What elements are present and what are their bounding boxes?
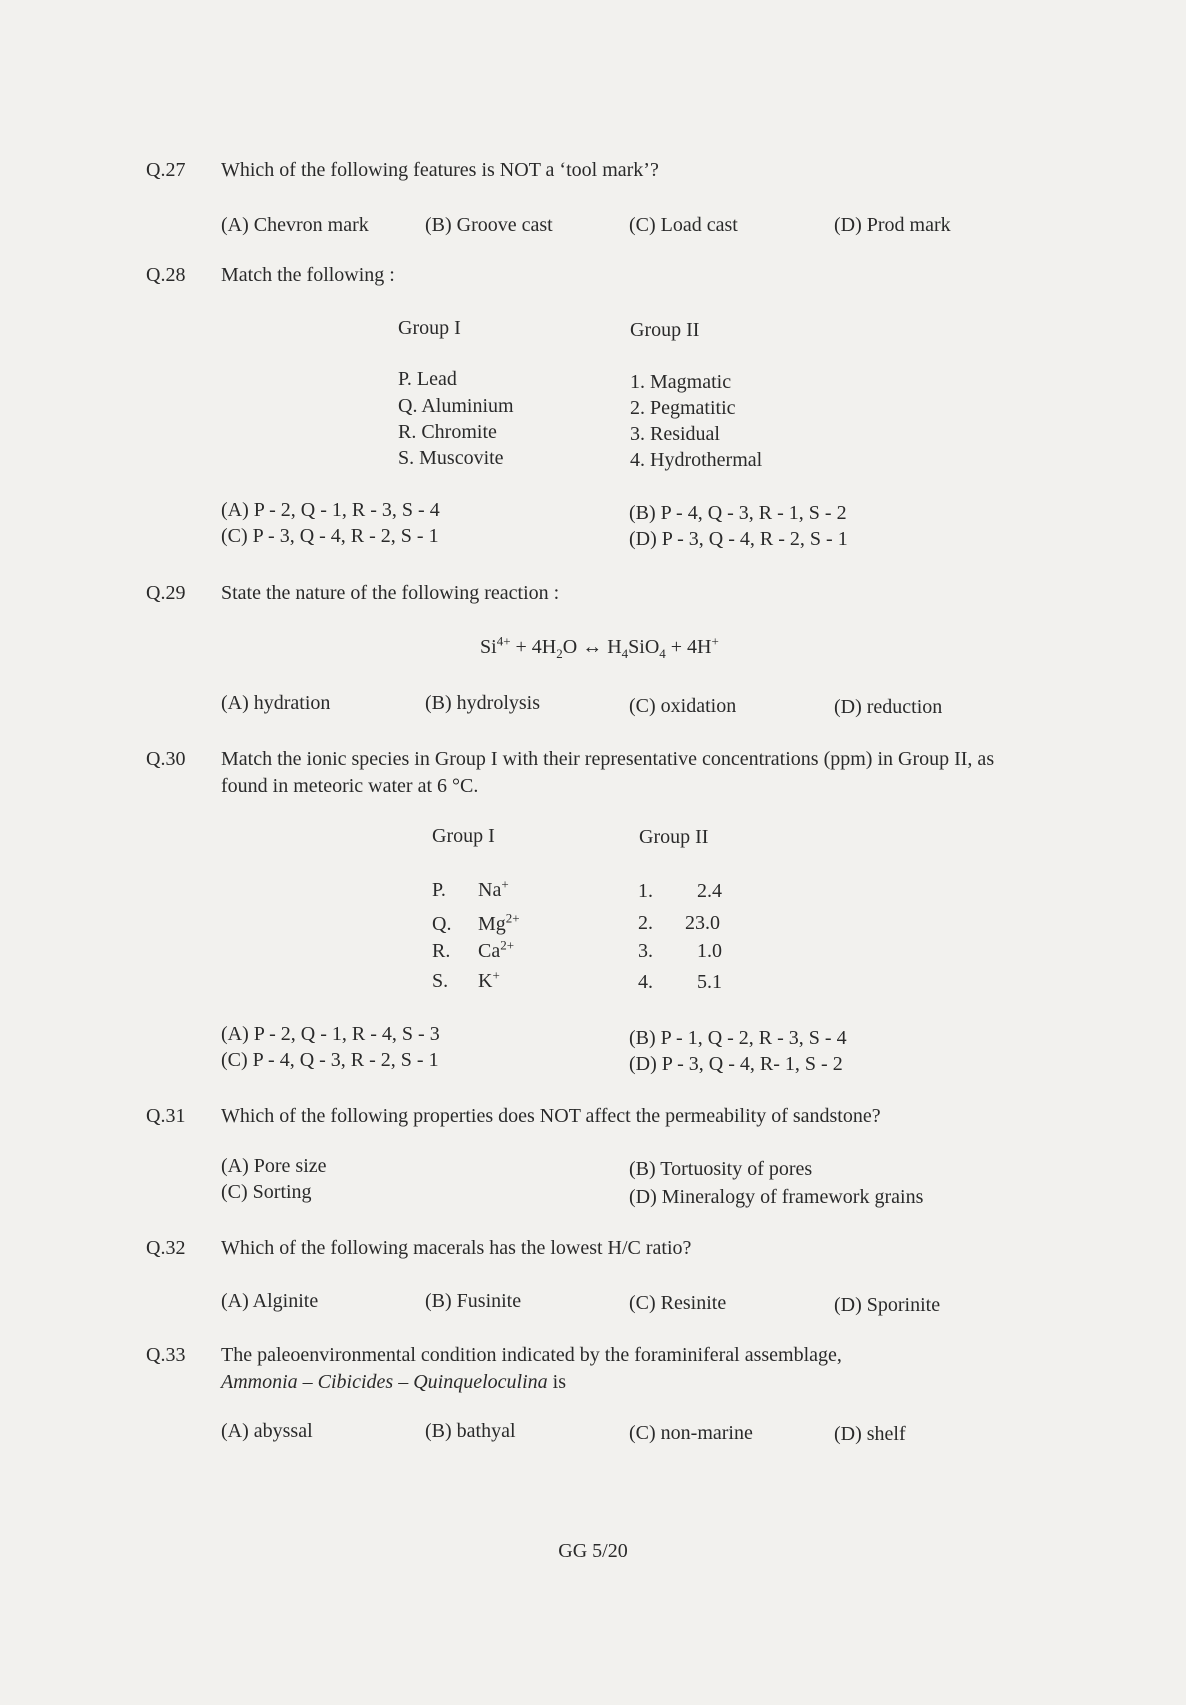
- option-d: (D) Mineralogy of framework grains: [629, 1186, 924, 1208]
- option-d: (D) reduction: [834, 696, 943, 718]
- group2-value: 1.0: [697, 940, 722, 962]
- option-d: (D) P - 3, Q - 4, R- 1, S - 2: [629, 1053, 843, 1075]
- option-c: (C) Sorting: [221, 1181, 312, 1203]
- question-text-main: The paleoenvironmental condition indicated by the foraminiferal assemblage,: [221, 1344, 842, 1366]
- group1-item: P. Lead: [398, 368, 457, 390]
- group2-label: 1.: [638, 880, 653, 902]
- options-row: [221, 212, 1021, 240]
- question-number: Q.33: [146, 1344, 186, 1366]
- option-c: (C) P - 3, Q - 4, R - 2, S - 1: [221, 525, 439, 547]
- option-c: (C) Load cast: [629, 214, 738, 236]
- ion-na: Na+: [478, 876, 509, 901]
- reaction-equation: $Si^{4+} + 4H_2O$ ↔ $H_4SiO_4 + 4H^+$: [480, 633, 719, 661]
- options-row: [221, 1418, 1021, 1446]
- group2-value: 5.1: [697, 971, 722, 993]
- option-d: (D) P - 3, Q - 4, R - 2, S - 1: [629, 528, 848, 550]
- question-number: Q.31: [146, 1105, 186, 1127]
- option-b: (B) Tortuosity of pores: [629, 1158, 813, 1180]
- ion-ca: $Ca^{2+}$: [478, 937, 515, 962]
- option-c: (C) non-marine: [629, 1422, 753, 1444]
- option-a: (A) P - 2, Q - 1, R - 4, S - 3: [221, 1023, 440, 1045]
- question-number: Q.30: [146, 748, 186, 770]
- group2-label: 4.: [638, 971, 653, 993]
- group2-header: Group II: [639, 826, 709, 848]
- group2-item: 2. Pegmatitic: [630, 397, 736, 419]
- group1-item: R. Chromite: [398, 421, 497, 443]
- group1-label: R.: [432, 940, 451, 962]
- option-b: (B) P - 1, Q - 2, R - 3, S - 4: [629, 1027, 847, 1049]
- option-a: (A) Alginite: [221, 1290, 319, 1312]
- group2-item: 1. Magmatic: [630, 371, 732, 393]
- group2-value: 2.4: [697, 880, 722, 902]
- page-footer: GG 5/20: [558, 1540, 628, 1562]
- option-b: (B) bathyal: [425, 1420, 516, 1442]
- ion-mg: $Mg^{2+}$: [478, 910, 520, 935]
- group1-item: Q. Aluminium: [398, 395, 514, 417]
- option-b: (B) Fusinite: [425, 1290, 522, 1312]
- question-text-tail: is: [547, 1371, 566, 1393]
- group2-label: 3.: [638, 940, 653, 962]
- question-number: Q.27: [146, 159, 186, 181]
- option-c: (C) Resinite: [629, 1292, 727, 1314]
- group2-value: 23.0: [685, 912, 720, 934]
- question-text: Which of the following properties does NOT affect the permeability of sandstone?: [221, 1105, 881, 1127]
- group1-header: Group I: [398, 317, 461, 339]
- group2-item: 3. Residual: [630, 423, 720, 445]
- question-text: Match the following :: [221, 264, 395, 286]
- option-b: (B) P - 4, Q - 3, R - 1, S - 2: [629, 502, 847, 524]
- option-a: (A) hydration: [221, 692, 331, 714]
- question-number: Q.32: [146, 1237, 186, 1259]
- option-c: (C) P - 4, Q - 3, R - 2, S - 1: [221, 1049, 439, 1071]
- question-text: Which of the following features is NOT a ‘tool mark’?: [221, 159, 659, 181]
- ion-k: K+: [478, 967, 500, 992]
- group2-label: 2.: [638, 912, 653, 934]
- option-a: (A) abyssal: [221, 1420, 313, 1442]
- group1-header: Group I: [432, 825, 495, 847]
- question-text: [221, 1342, 1021, 1396]
- question-text: Match the ionic species in Group I with their representative concentrations (ppm) in Group II, as found in meteoric water at 6 °C.: [221, 748, 995, 797]
- options-row: [221, 690, 1021, 718]
- option-b: (B) hydrolysis: [425, 692, 540, 714]
- group1-label: P.: [432, 879, 446, 901]
- group2-item: 4. Hydrothermal: [630, 449, 763, 471]
- option-c: (C) oxidation: [629, 695, 737, 717]
- group1-label: Q.: [432, 913, 452, 935]
- question-text: Which of the following macerals has the lowest H/C ratio?: [221, 1237, 692, 1259]
- option-a: (A) Chevron mark: [221, 214, 369, 236]
- group1-label: S.: [432, 970, 449, 992]
- option-d: (D) shelf: [834, 1423, 906, 1445]
- option-b: (B) Groove cast: [425, 214, 553, 236]
- option-d: (D) Prod mark: [834, 214, 951, 236]
- question-text: State the nature of the following reaction :: [221, 582, 560, 604]
- option-d: (D) Sporinite: [834, 1294, 941, 1316]
- option-a: (A) Pore size: [221, 1155, 327, 1177]
- question-number: Q.28: [146, 264, 186, 286]
- options-row: [221, 1288, 1021, 1316]
- option-a: (A) P - 2, Q - 1, R - 3, S - 4: [221, 499, 440, 521]
- group2-header: Group II: [630, 319, 700, 341]
- question-number: Q.29: [146, 582, 186, 604]
- assemblage-name: Ammonia – Cibicides – Quinqueloculina: [221, 1371, 548, 1393]
- group1-item: S. Muscovite: [398, 447, 504, 469]
